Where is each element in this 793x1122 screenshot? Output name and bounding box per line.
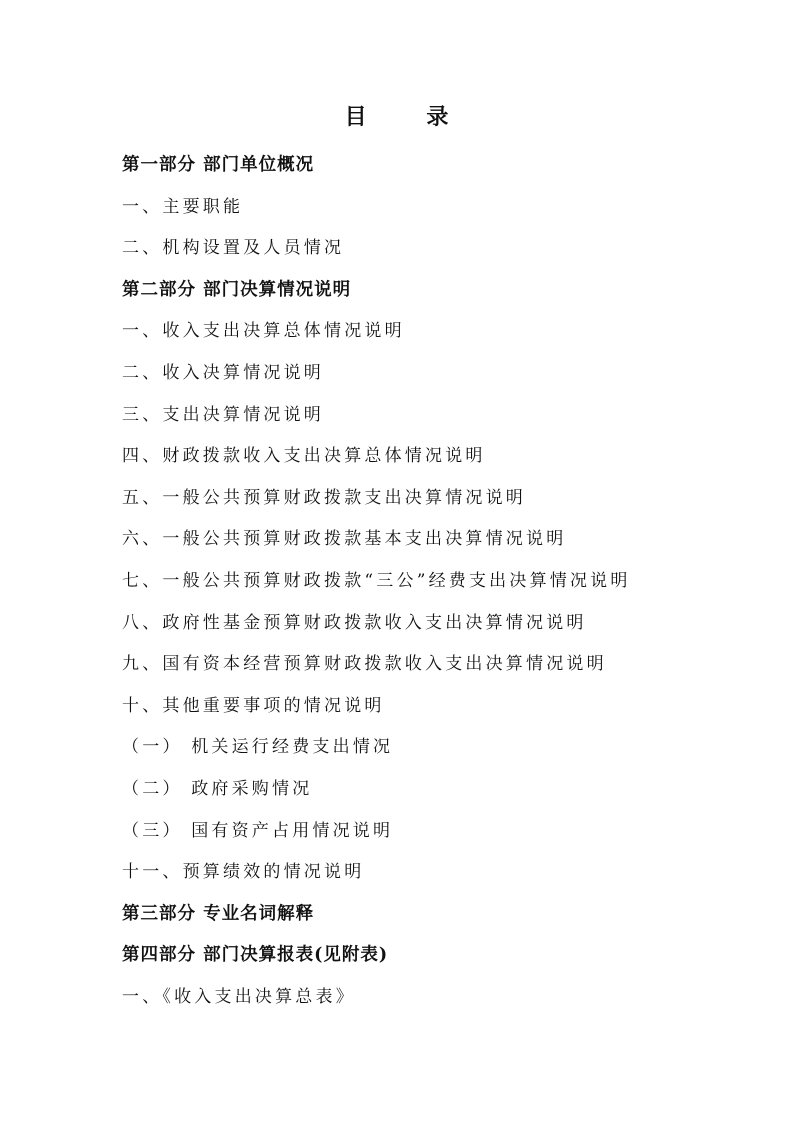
toc-item-state-capital-budget: 九、国有资本经营预算财政拨款收入支出决算情况说明 xyxy=(122,654,607,675)
toc-item-overall-income-expense: 一、收入支出决算总体情况说明 xyxy=(122,321,405,342)
toc-item-fiscal-appropriation-overall: 四、财政拨款收入支出决算总体情况说明 xyxy=(122,446,486,467)
toc-item-main-functions: 一、主要职能 xyxy=(122,196,244,217)
toc-item-expense-final: 三、支出决算情况说明 xyxy=(122,404,324,425)
toc-item-other-matters: 十、其他重要事项的情况说明 xyxy=(122,695,385,716)
toc-part-4: 第四部分 部门决算报表(见附表) xyxy=(122,945,389,966)
toc-item-public-budget-expense: 五、一般公共预算财政拨款支出决算情况说明 xyxy=(122,487,526,508)
toc-list xyxy=(122,145,762,1018)
toc-item-government-fund-budget: 八、政府性基金预算财政拨款收入支出决算情况说明 xyxy=(122,612,587,633)
toc-item-three-public-expenses: 七、一般公共预算财政拨款“三公”经费支出决算情况说明 xyxy=(122,570,631,591)
toc-item-income-expense-summary-table: 一、《收入支出决算总表》 xyxy=(122,986,356,1007)
toc-item-public-budget-basic-expense: 六、一般公共预算财政拨款基本支出决算情况说明 xyxy=(122,529,567,550)
toc-title: 目 录 xyxy=(344,104,475,130)
toc-part-2: 第二部分 部门决算情况说明 xyxy=(122,279,352,300)
toc-part-3: 第三部分 专业名词解释 xyxy=(122,903,315,924)
toc-subitem-state-assets: （三） 国有资产占用情况说明 xyxy=(122,820,394,841)
toc-item-organization-staff: 二、机构设置及人员情况 xyxy=(122,238,345,259)
toc-item-budget-performance: 十一、预算绩效的情况说明 xyxy=(122,862,365,883)
toc-subitem-government-procurement: （二） 政府采购情况 xyxy=(122,778,313,799)
toc-item-income-final: 二、收入决算情况说明 xyxy=(122,362,324,383)
toc-subitem-operating-expenses: （一） 机关运行经费支出情况 xyxy=(122,737,394,758)
toc-part-1: 第一部分 部门单位概况 xyxy=(122,155,315,175)
